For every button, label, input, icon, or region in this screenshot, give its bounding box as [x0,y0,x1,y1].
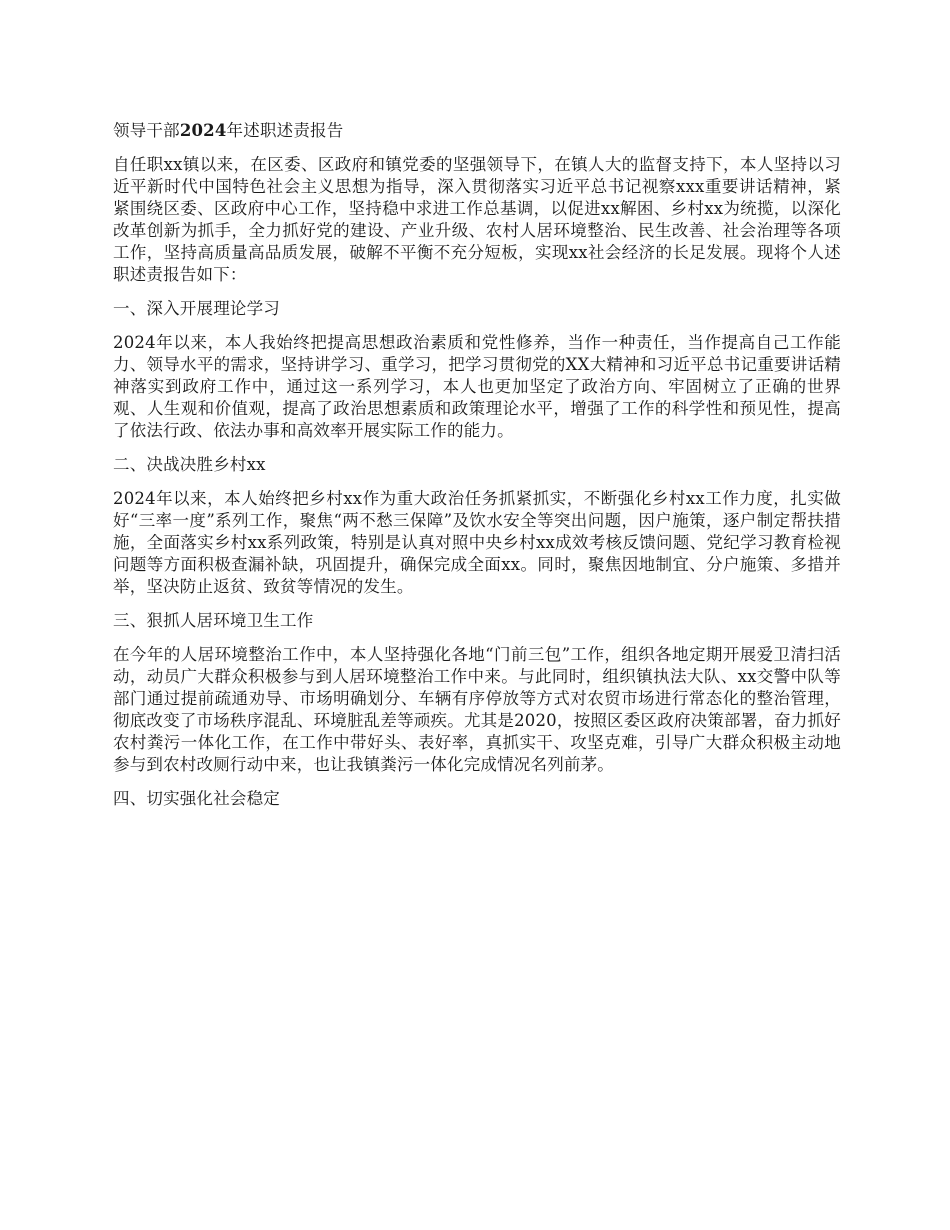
section-2-heading: 二、决战决胜乡村xx [113,455,266,474]
title-prefix: 领导干部 [113,121,180,140]
section-1-body: 2024年以来，本人我始终把提高思想政治素质和党性修养，当作一种责任，当作提高自己工作能力、领导水平的需求，坚持讲学习、重学习，把学习贯彻党的XX大精神和习近平总书记重要讲话精神落实到政府工作中，通过这一系列学习，本人也更加坚定了政治方向、牢固树立了正确的世界观、人生观和价值观，提高了政治思想素质和政策理论水平，增强了工作的科学性和预见性，提高了依法行政、依法办事和高效率开展实际工作的能力。 [113,333,841,440]
title-suffix: 年述职述责报告 [226,121,344,140]
section-4-heading: 四、切实强化社会稳定 [113,789,280,808]
section-3-body: 在今年的人居环境整治工作中，本人坚持强化各地“门前三包”工作，组织各地定期开展爱卫清扫活动，动员广大群众积极参与到人居环境整治工作中来。与此同时，组织镇执法大队、xx交警中队等部门通过提前疏通劝导、市场明确划分、车辆有序停放等方式对农贸市场进行常态化的整治管理，彻底改变了市场秩序混乱、环境脏乱差等顽疾。尤其是2020，按照区委区政府决策部署，奋力抓好农村粪污一体化工作，在工作中带好头、表好率，真抓实干、攻坚克难，引导广大群众积极主动地参与到农村改厕行动中来，也让我镇粪污一体化完成情况名列前茅。 [113,645,841,774]
section-1-heading: 一、深入开展理论学习 [113,299,280,318]
title-year: 2024 [179,121,227,140]
section-2-body: 2024年以来，本人始终把乡村xx作为重大政治任务抓紧抓实，不断强化乡村xx工作力度，扎实做好“三率一度”系列工作，聚焦“两不愁三保障”及饮水安全等突出问题，因户施策，逐户制定帮扶措施，全面落实乡村xx系列政策，特别是认真对照中央乡村xx成效考核反馈问题、党纪学习教育检视问题等方面积极查漏补缺，巩固提升，确保完成全面xx。同时，聚焦因地制宜、分户施策、多措并举，坚决防止返贫、致贫等情况的发生。 [113,489,841,596]
document-page [113,120,841,822]
section-3-heading: 三、狠抓人居环境卫生工作 [113,611,314,630]
intro-paragraph: 自任职xx镇以来，在区委、区政府和镇党委的坚强领导下，在镇人大的监督支持下，本人坚持以习近平新时代中国特色社会主义思想为指导，深入贯彻落实习近平总书记视察xxx重要讲话精神，紧紧围绕区委、区政府中心工作，坚持稳中求进工作总基调，以促进xx解困、乡村xx为统揽，以深化改革创新为抓手，全力抓好党的建设、产业升级、农村人居环境整治、民生改善、社会治理等各项工作，坚持高质量高品质发展，破解不平衡不充分短板，实现xx社会经济的长足发展。现将个人述职述责报告如下： [113,155,841,284]
document-title [113,120,841,142]
